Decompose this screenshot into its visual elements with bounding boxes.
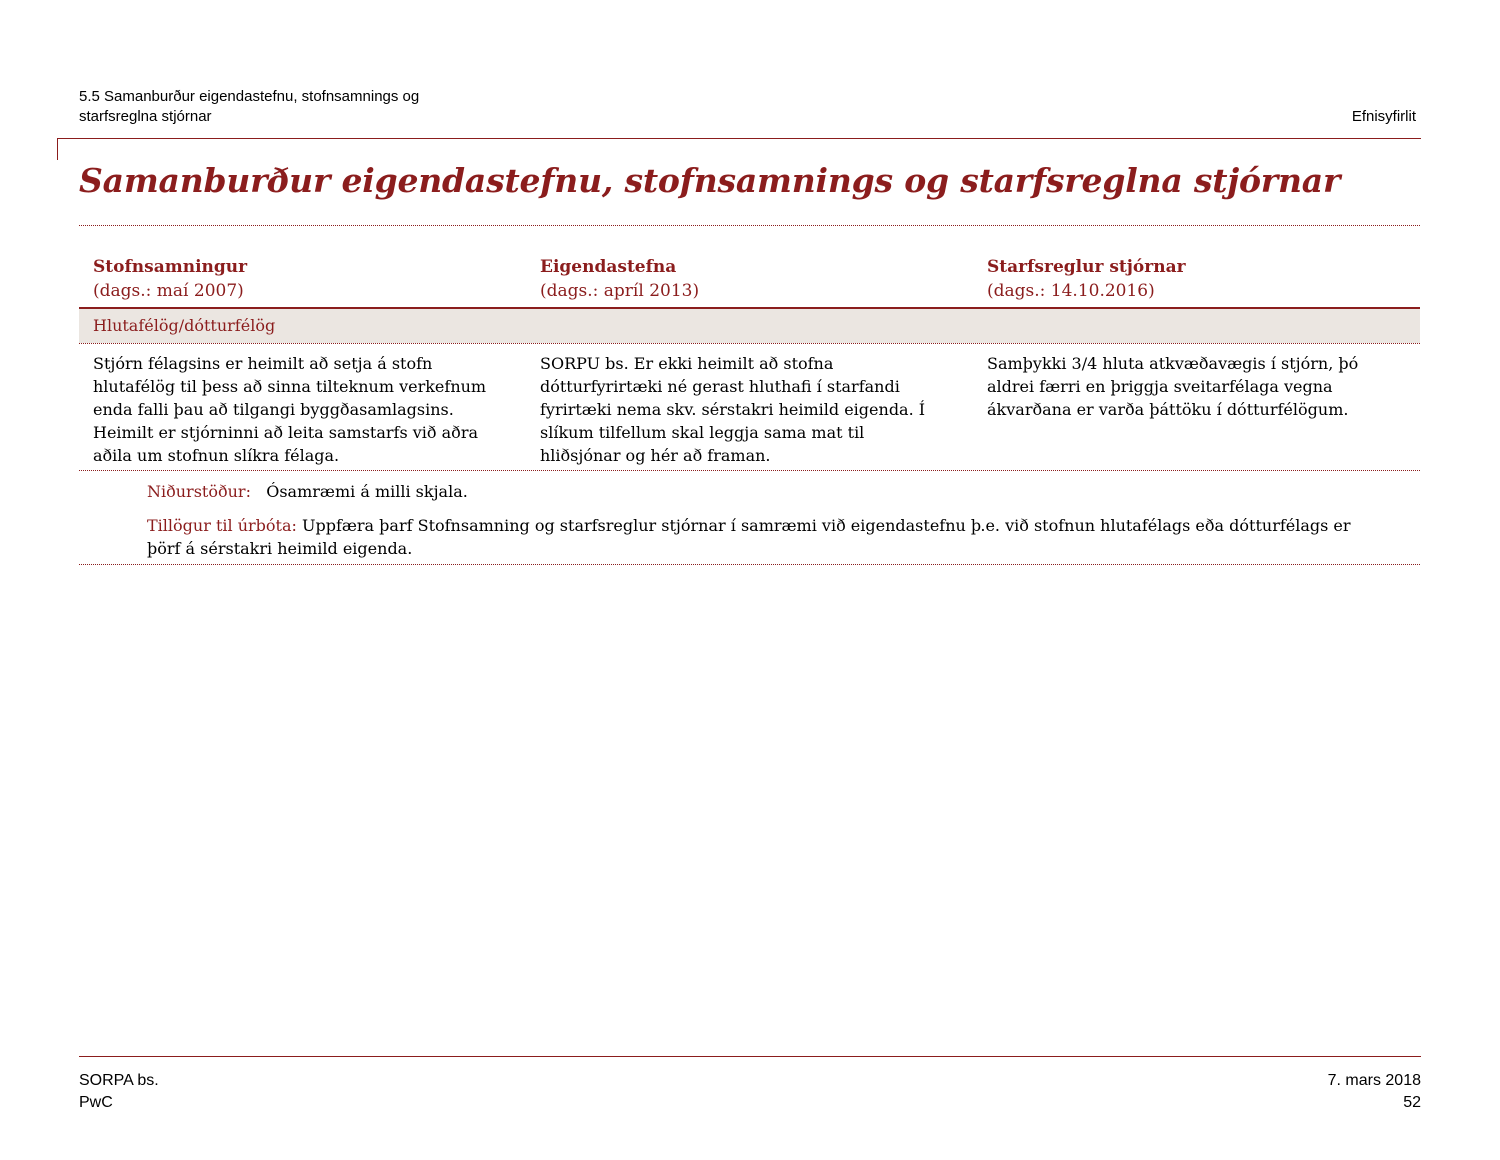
cell-line: ákvarðana er varða þáttöku í dótturfélögum. <box>987 400 1349 419</box>
column-title: Stofnsamningur <box>93 257 248 277</box>
findings-label: Niðurstöður: <box>147 482 251 501</box>
footer-org: SORPA bs. <box>79 1072 159 1089</box>
cell-line: hliðsjónar og hér að framan. <box>540 446 771 465</box>
cell-starfsreglur <box>987 352 1417 421</box>
column-header-starfsreglur <box>987 255 1186 303</box>
cell-line: slíkum tilfellum skal leggja sama mat til <box>540 423 865 442</box>
cell-line: hlutafélög til þess að sinna tilteknum verkefnum <box>93 377 487 396</box>
column-title: Eigendastefna <box>540 257 677 277</box>
cell-line: aðila um stofnun slíkra félaga. <box>93 446 340 465</box>
section-divider <box>79 343 1420 344</box>
recommendation-text-1: Uppfæra þarf Stofnsamning og starfsreglur stjórnar í samræmi við eigendastefnu þ.e. við stofnun hlutafélags eða dótturfélags er <box>301 516 1351 535</box>
recommendation <box>147 514 1407 560</box>
table-of-contents-link[interactable]: Efnisyfirlit <box>1351 108 1416 125</box>
column-date: (dags.: maí 2007) <box>93 281 244 301</box>
header-divider <box>57 138 1421 139</box>
breadcrumb-line-1: 5.5 Samanburður eigendastefnu, stofnsamnings og <box>79 88 420 105</box>
cell-line: SORPU bs. Er ekki heimilt að stofna <box>540 354 834 373</box>
cell-line: fyrirtæki nema skv. sérstakri heimild eigenda. Í <box>540 400 926 419</box>
cell-stofnsamningur <box>93 352 523 467</box>
page-number: 52 <box>1403 1094 1421 1111</box>
column-date: (dags.: apríl 2013) <box>540 281 700 301</box>
cell-line: Stjórn félagsins er heimilt að setja á stofn <box>93 354 433 373</box>
footer-divider <box>79 1056 1421 1057</box>
bottom-divider <box>79 564 1420 565</box>
findings-text: Ósamræmi á milli skjala. <box>266 482 468 501</box>
column-date: (dags.: 14.10.2016) <box>987 281 1155 301</box>
findings <box>147 480 468 503</box>
cell-line: aldrei færri en þriggja sveitarfélaga vegna <box>987 377 1333 396</box>
footer-left <box>79 1070 159 1114</box>
cell-line: Samþykki 3/4 hluta atkvæðavægis í stjórn, þó <box>987 354 1359 373</box>
footer-right <box>1328 1070 1421 1114</box>
title-divider <box>79 225 1420 226</box>
cell-line: dótturfyrirtæki né gerast hluthafi í starfandi <box>540 377 900 396</box>
cell-eigendastefna <box>540 352 970 467</box>
cell-line: enda falli þau að tilgangi byggðasamlagsins. <box>93 400 454 419</box>
recommendation-label: Tillögur til úrbóta: <box>147 516 297 535</box>
cell-line: Heimilt er stjórninni að leita samstarfs við aðra <box>93 423 478 442</box>
corner-mark <box>57 138 58 160</box>
column-header-stofnsamningur <box>93 255 247 303</box>
breadcrumb-line-2: starfsreglna stjórnar <box>79 108 212 125</box>
page-title: Samanburður eigendastefnu, stofnsamnings og starfsreglna stjórnar <box>79 161 1341 200</box>
footer-firm: PwC <box>79 1094 113 1111</box>
cells-divider <box>79 470 1420 471</box>
section-label: Hlutafélög/dótturfélög <box>93 316 276 335</box>
footer-date: 7. mars 2018 <box>1327 1072 1421 1089</box>
recommendation-text-2: þörf á sérstakri heimild eigenda. <box>147 539 413 558</box>
section-row <box>79 309 1420 343</box>
section-breadcrumb <box>79 87 499 127</box>
column-header-eigendastefna <box>540 255 699 303</box>
column-title: Starfsreglur stjórnar <box>987 257 1186 277</box>
recommendation-line-1 <box>147 514 1407 537</box>
